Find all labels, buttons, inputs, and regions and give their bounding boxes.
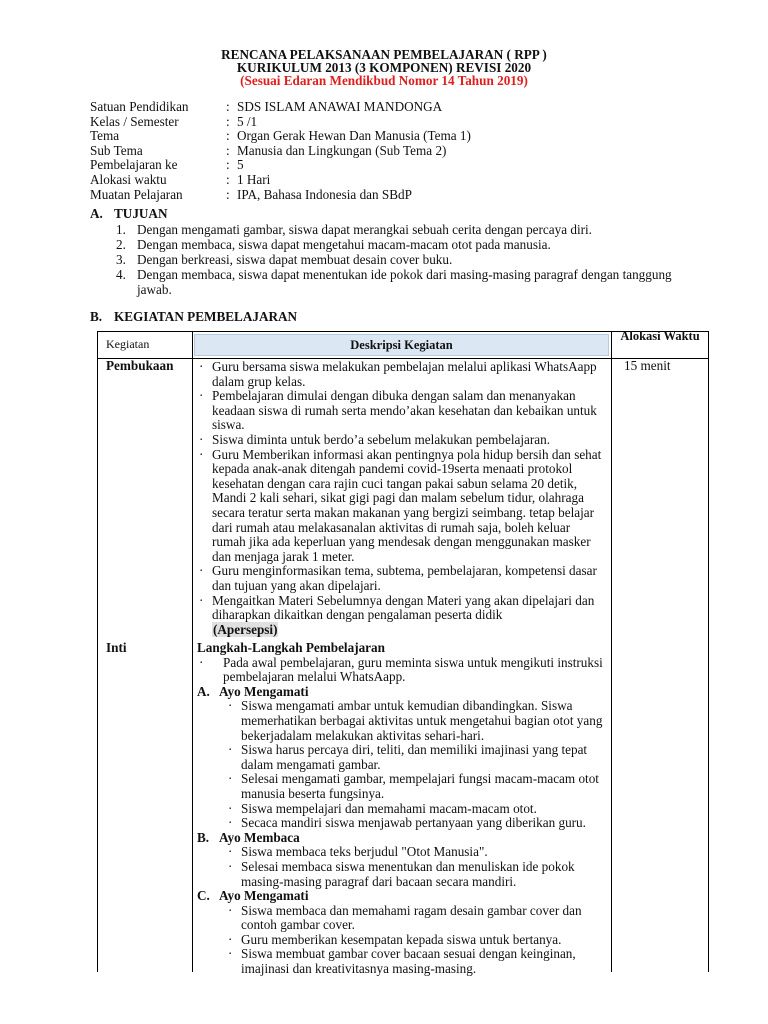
list-item xyxy=(197,699,609,743)
bullet: · xyxy=(228,698,233,714)
item-text: Selesai membaca siswa menentukan dan menuliskan ide pokok masing-masing paragraf dari bacaan secara mandiri. xyxy=(241,858,575,889)
item-text: Siswa membaca dan memahami ragam desain gambar cover dan contoh gambar cover. xyxy=(241,902,582,933)
header-kegiatan: Kegiatan xyxy=(106,337,150,351)
tujuan-text: Dengan berkreasi, siswa dapat membuat desain cover buku. xyxy=(137,252,453,267)
identity-sep: : xyxy=(226,186,230,202)
tujuan-number: 4. xyxy=(116,267,126,282)
bullet: · xyxy=(228,902,233,918)
bullet: · xyxy=(199,446,204,462)
bullet: · xyxy=(228,858,233,874)
subheading-ayo-mengamati xyxy=(197,685,609,700)
bullet: · xyxy=(199,654,204,670)
item-text: Selesai mengamati gambar, mempelajari fungsi macam-macam otot manusia beserta fungsinya. xyxy=(241,771,599,801)
section-heading-tujuan xyxy=(90,206,167,221)
list-item xyxy=(197,904,609,933)
apersepsi-highlight: (Apersepsi) xyxy=(213,621,278,637)
item-text: Pada awal pembelajaran, guru meminta siswa untuk mengikuti instruksi pembelajaran melalui WhatsAapp. xyxy=(223,654,603,685)
tujuan-number: 3. xyxy=(116,252,126,267)
list-item xyxy=(197,594,605,638)
identity-value: 5 xyxy=(237,157,244,173)
identity-value: IPA, Bahasa Indonesia dan SBdP xyxy=(237,186,412,202)
list-item xyxy=(197,947,609,976)
bullet: · xyxy=(199,431,204,447)
identity-sep: : xyxy=(226,99,230,114)
item-text: Siswa mempelajari dan memahami macam-macam otot. xyxy=(241,800,537,816)
section-letter: A. xyxy=(90,206,103,221)
header-alokasi: Alokasi Waktu xyxy=(620,329,700,343)
subheading-ayo-membaca xyxy=(197,831,609,846)
bullet: · xyxy=(199,359,204,374)
identity-value: 1 Hari xyxy=(237,171,271,187)
bullet: · xyxy=(199,563,204,579)
inti-description xyxy=(197,641,609,977)
tujuan-item xyxy=(116,267,706,297)
bullet: · xyxy=(228,815,233,831)
subheading-letter: B. xyxy=(197,829,210,845)
item-text: Siswa mengamati ambar untuk kemudian dibandingkan. Siswa memerhatikan berbagai aktivitas untuk mengetahui bagian otot yang bekerjadalam melakukan aktivitas sehari-hari. xyxy=(241,698,603,743)
list-item xyxy=(197,860,609,889)
tujuan-list xyxy=(116,222,706,297)
list-item xyxy=(197,772,609,801)
sublist xyxy=(197,845,609,889)
identity-sep: : xyxy=(226,157,230,173)
bullet: · xyxy=(199,592,204,608)
item-text: Pembelajaran dimulai dengan dibuka dengan salam dan menanyakan keadaan siswa di rumah serta mendo’akan kesehatan dan kebaikan untuk siswa. xyxy=(212,388,597,433)
bullet: · xyxy=(228,771,233,787)
doc-note: (Sesuai Edaran Mendikbud Nomor 14 Tahun 2019) xyxy=(240,73,528,88)
sublist xyxy=(197,904,609,977)
tujuan-item xyxy=(116,237,706,252)
doc-title: RENCANA PELAKSANAAN PEMBELAJARAN ( RPP ) xyxy=(221,47,547,62)
list-item xyxy=(197,845,609,860)
item-text: Guru Memberikan informasi akan pentingnya pola hidup bersih dan sehat kepada anak-anak ditengah pandemi covid-19serta menaati protokol kesehatan dengan cara rajin cuci tangan pakai sabun selama 20 detik, Mandi 2 kali sehari, sikat gigi pagi dan malam sebelum tidur, olahraga secara teratur serta makan makanan yang bergizi seimbang. tetap belajar dari rumah atau melakasanalan aktivitas di rumah saja, boleh keluar rumah jika ada keperluan yang mendesak dengan menggunakan masker dan menjaga jarak 1 meter. xyxy=(212,446,602,564)
identity-label: Kelas / Semester xyxy=(90,113,179,129)
identity-sep: : xyxy=(226,128,230,144)
column-divider xyxy=(192,332,193,972)
table-header-row xyxy=(98,329,708,357)
tujuan-text: Dengan mengamati gambar, siswa dapat merangkai sebuah cerita dengan percaya diri. xyxy=(137,222,592,237)
list-item xyxy=(197,389,605,433)
bullet: · xyxy=(228,800,233,816)
bullet: · xyxy=(228,946,233,962)
section-letter: B. xyxy=(90,309,103,324)
tujuan-number: 1. xyxy=(116,222,126,237)
item-text: Guru menginformasikan tema, subtema, pembelajaran, kompetensi dasar dan tujuan yang akan dipelajari. xyxy=(212,563,597,593)
header-deskripsi: Deskripsi Kegiatan xyxy=(194,334,609,356)
item-text: Guru bersama siswa melakukan pembelajan melalui aplikasi WhatsAapp dalam grup kelas. xyxy=(212,359,597,389)
subheading-letter: A. xyxy=(197,683,210,699)
item-text: Siswa diminta untuk berdo’a sebelum melakukan pembelajaran. xyxy=(212,431,551,447)
identity-label: Tema xyxy=(90,128,120,144)
column-divider xyxy=(611,332,612,972)
item-text: Siswa membaca teks berjudul "Otot Manusia". xyxy=(241,844,488,860)
sublist xyxy=(197,699,609,830)
section-title: KEGIATAN PEMBELAJARAN xyxy=(114,309,298,324)
bullet: · xyxy=(228,742,233,758)
bullet: · xyxy=(199,388,204,404)
list-item xyxy=(197,816,609,831)
identity-sep: : xyxy=(226,113,230,129)
bullet: · xyxy=(228,931,233,947)
bullet: · xyxy=(228,844,233,860)
subheading-title: Ayo Membaca xyxy=(219,829,300,845)
item-text: Siswa membuat gambar cover bacaan sesuai dengan keinginan, imajinasi dan kreativitasnya masing-masing. xyxy=(241,946,576,977)
tujuan-text: Dengan membaca, siswa dapat menentukan ide pokok dari masing-masing paragraf dengan tanggung jawab. xyxy=(137,267,672,297)
tujuan-text: Dengan membaca, siswa dapat mengetahui macam-macam otot pada manusia. xyxy=(137,237,551,252)
list-item xyxy=(197,933,609,948)
subheading-title: Ayo Mengamati xyxy=(219,683,309,699)
identity-value: 5 /1 xyxy=(237,113,258,129)
section-heading-kegiatan xyxy=(90,309,297,324)
item-text: Mengaitkan Materi Sebelumnya dengan Materi yang akan dipelajari dan diharapkan dikaitkan dengan pengalaman peserta didik xyxy=(212,592,595,623)
identity-value: Manusia dan Lingkungan (Sub Tema 2) xyxy=(237,142,447,158)
kegiatan-inti: Inti xyxy=(106,640,127,655)
kegiatan-pembukaan: Pembukaan xyxy=(106,358,174,373)
item-text: Guru memberikan kesempatan kepada siswa untuk bertanya. xyxy=(241,931,562,947)
list-item xyxy=(197,360,605,389)
item-text: Siswa harus percaya diri, teliti, dan memiliki imajinasi yang tepat dalam mengamati gambar. xyxy=(241,742,588,772)
kegiatan-table xyxy=(97,329,709,977)
subheading-title: Ayo Mengamati xyxy=(219,888,309,904)
list-item xyxy=(197,564,605,593)
item-text: Secaca mandiri siswa menjawab pertanyaan yang diberikan guru. xyxy=(241,815,586,831)
list-item xyxy=(197,743,609,772)
identity-value: SDS ISLAM ANAWAI MANDONGA xyxy=(237,99,443,114)
alokasi-pembukaan: 15 menit xyxy=(624,358,671,373)
identity-sep: : xyxy=(226,171,230,187)
pembukaan-description xyxy=(197,360,605,637)
tujuan-number: 2. xyxy=(116,237,126,252)
list-item xyxy=(197,802,609,817)
subheading-ayo-mengamati-2 xyxy=(197,889,609,904)
tujuan-item xyxy=(116,252,706,267)
tujuan-item xyxy=(116,222,706,237)
identity-label: Muatan Pelajaran xyxy=(90,186,183,202)
identity-label: Satuan Pendidikan xyxy=(90,99,189,114)
doc-subtitle: KURIKULUM 2013 (3 KOMPONEN) REVISI 2020 xyxy=(236,60,532,75)
list-item xyxy=(197,448,605,565)
identity-value: Organ Gerak Hewan Dan Manusia (Tema 1) xyxy=(237,128,471,144)
identity-label: Alokasi waktu xyxy=(90,171,167,187)
list-item xyxy=(197,656,609,685)
section-title: TUJUAN xyxy=(114,206,168,221)
identity-label: Pembelajaran ke xyxy=(90,157,178,173)
subheading-letter: C. xyxy=(197,888,210,904)
identity-sep: : xyxy=(226,142,230,158)
list-item xyxy=(197,433,605,448)
identity-label: Sub Tema xyxy=(90,142,143,158)
inti-heading: Langkah-Langkah Pembelajaran xyxy=(197,640,385,655)
